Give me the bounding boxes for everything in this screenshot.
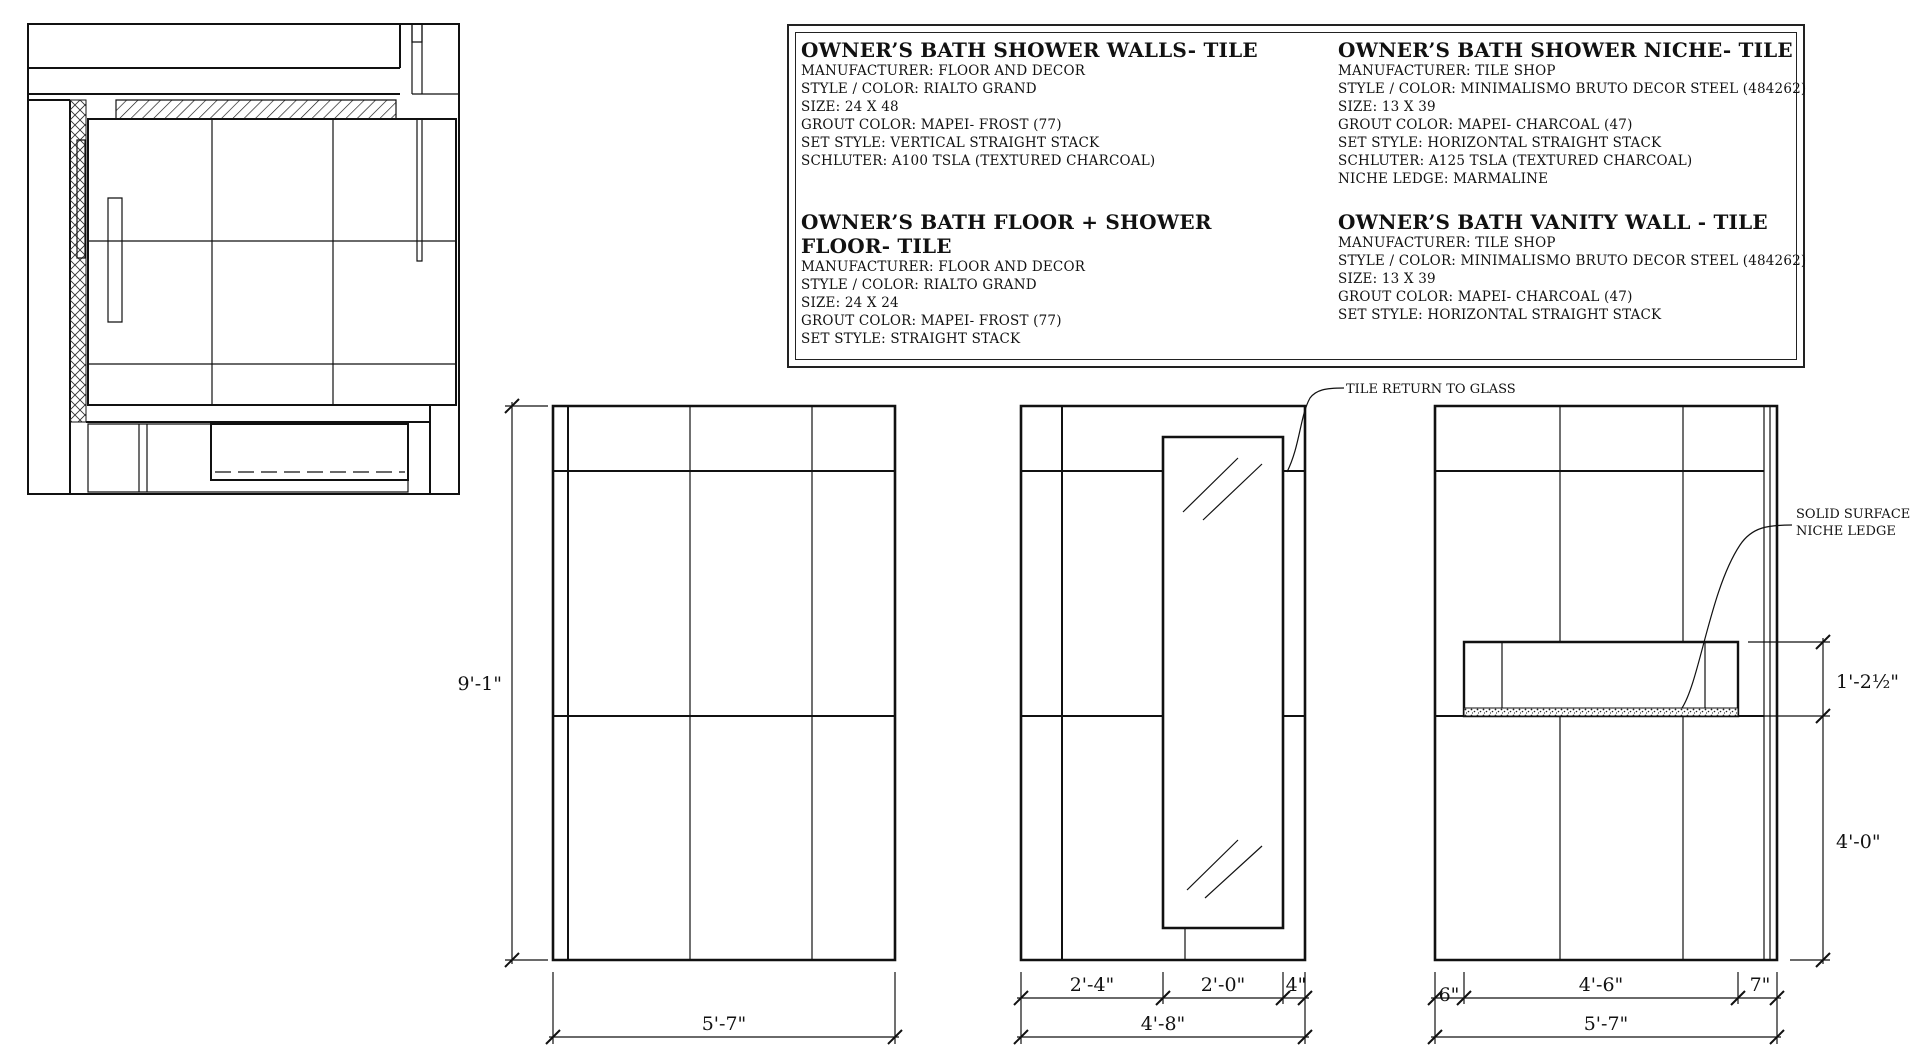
dim-label-seg: 2'-0" bbox=[1200, 974, 1246, 996]
floor-plan bbox=[28, 24, 459, 494]
note-niche-ledge-line2: NICHE LEDGE bbox=[1796, 524, 1896, 539]
spec-line: SET STYLE: STRAIGHT STACK bbox=[801, 331, 1021, 347]
dim-label-niche-sill: 4'-0" bbox=[1836, 831, 1881, 853]
elevation-1 bbox=[457, 399, 902, 1044]
spec-line: SET STYLE: VERTICAL STRAIGHT STACK bbox=[801, 135, 1100, 151]
plan-vanity bbox=[88, 424, 408, 492]
spec-line: MANUFACTURER: FLOOR AND DECOR bbox=[801, 259, 1086, 275]
spec-line: SET STYLE: HORIZONTAL STRAIGHT STACK bbox=[1338, 307, 1662, 323]
plan-drain-bar bbox=[108, 198, 122, 322]
spec-title: OWNER’S BATH VANITY WALL - TILE bbox=[1338, 210, 1768, 234]
spec-line: MANUFACTURER: TILE SHOP bbox=[1338, 63, 1556, 79]
spec-line: SIZE: 24 X 24 bbox=[801, 295, 899, 311]
spec-line: GROUT COLOR: MAPEI- CHARCOAL (47) bbox=[1338, 117, 1633, 133]
dim-label-height: 9'-1" bbox=[457, 673, 502, 695]
spec-line: GROUT COLOR: MAPEI- CHARCOAL (47) bbox=[1338, 289, 1633, 305]
dim-label-seg: 2'-4" bbox=[1069, 974, 1115, 996]
dim-label-seg: 7" bbox=[1749, 974, 1771, 996]
dim-label-width: 5'-7" bbox=[1583, 1013, 1629, 1035]
note-niche-ledge-line1: SOLID SURFACE bbox=[1796, 507, 1911, 522]
plan-shower-floor bbox=[88, 119, 456, 405]
spec-line: SIZE: 24 X 48 bbox=[801, 99, 899, 115]
elevation-2 bbox=[1014, 382, 1516, 1044]
dim-label-niche-height: 1'-2½" bbox=[1836, 671, 1899, 693]
spec-line: SIZE: 13 X 39 bbox=[1338, 99, 1436, 115]
shower-niche bbox=[1464, 642, 1738, 716]
spec-line: SCHLUTER: A100 TSLA (TEXTURED CHARCOAL) bbox=[801, 153, 1156, 169]
dim-label-seg: 4'-6" bbox=[1578, 974, 1624, 996]
spec-title: OWNER’S BATH SHOWER NICHE- TILE bbox=[1338, 38, 1793, 62]
leader-line bbox=[1287, 388, 1344, 472]
plan-hatched-bench bbox=[116, 100, 396, 119]
plan-glass-panel bbox=[417, 119, 422, 261]
spec-line: MANUFACTURER: TILE SHOP bbox=[1338, 235, 1556, 251]
spec-line: STYLE / COLOR: MINIMALISMO BRUTO DECOR STEEL (484262) bbox=[1338, 253, 1807, 269]
plan-small-rect bbox=[412, 24, 422, 42]
plan-crosshatch-wall bbox=[70, 100, 86, 422]
dim-label-seg: 4" bbox=[1285, 974, 1307, 996]
spec-line: MANUFACTURER: FLOOR AND DECOR bbox=[801, 63, 1086, 79]
elevation-3 bbox=[1428, 406, 1910, 1044]
niche-ledge bbox=[1464, 708, 1738, 716]
spec-title: OWNER’S BATH SHOWER WALLS- TILE bbox=[801, 38, 1258, 62]
spec-line: GROUT COLOR: MAPEI- FROST (77) bbox=[801, 313, 1062, 329]
spec-line: NICHE LEDGE: MARMALINE bbox=[1338, 171, 1549, 187]
spec-line: SCHLUTER: A125 TSLA (TEXTURED CHARCOAL) bbox=[1338, 153, 1693, 169]
spec-line: GROUT COLOR: MAPEI- FROST (77) bbox=[801, 117, 1062, 133]
dim-label-width: 5'-7" bbox=[701, 1013, 747, 1035]
elev1-wall-outline bbox=[553, 406, 895, 960]
dim-label-width: 4'-8" bbox=[1140, 1013, 1186, 1035]
spec-line: STYLE / COLOR: RIALTO GRAND bbox=[801, 81, 1037, 97]
spec-line: SET STYLE: HORIZONTAL STRAIGHT STACK bbox=[1338, 135, 1662, 151]
dim-label-seg: 6" bbox=[1438, 984, 1460, 1006]
note-tile-return: TILE RETURN TO GLASS bbox=[1346, 382, 1516, 397]
spec-line: STYLE / COLOR: MINIMALISMO BRUTO DECOR STEEL (484262) bbox=[1338, 81, 1807, 97]
spec-line: STYLE / COLOR: RIALTO GRAND bbox=[801, 277, 1037, 293]
spec-title: OWNER’S BATH FLOOR + SHOWER FLOOR- TILE bbox=[801, 210, 1212, 258]
spec-line: SIZE: 13 X 39 bbox=[1338, 271, 1436, 287]
